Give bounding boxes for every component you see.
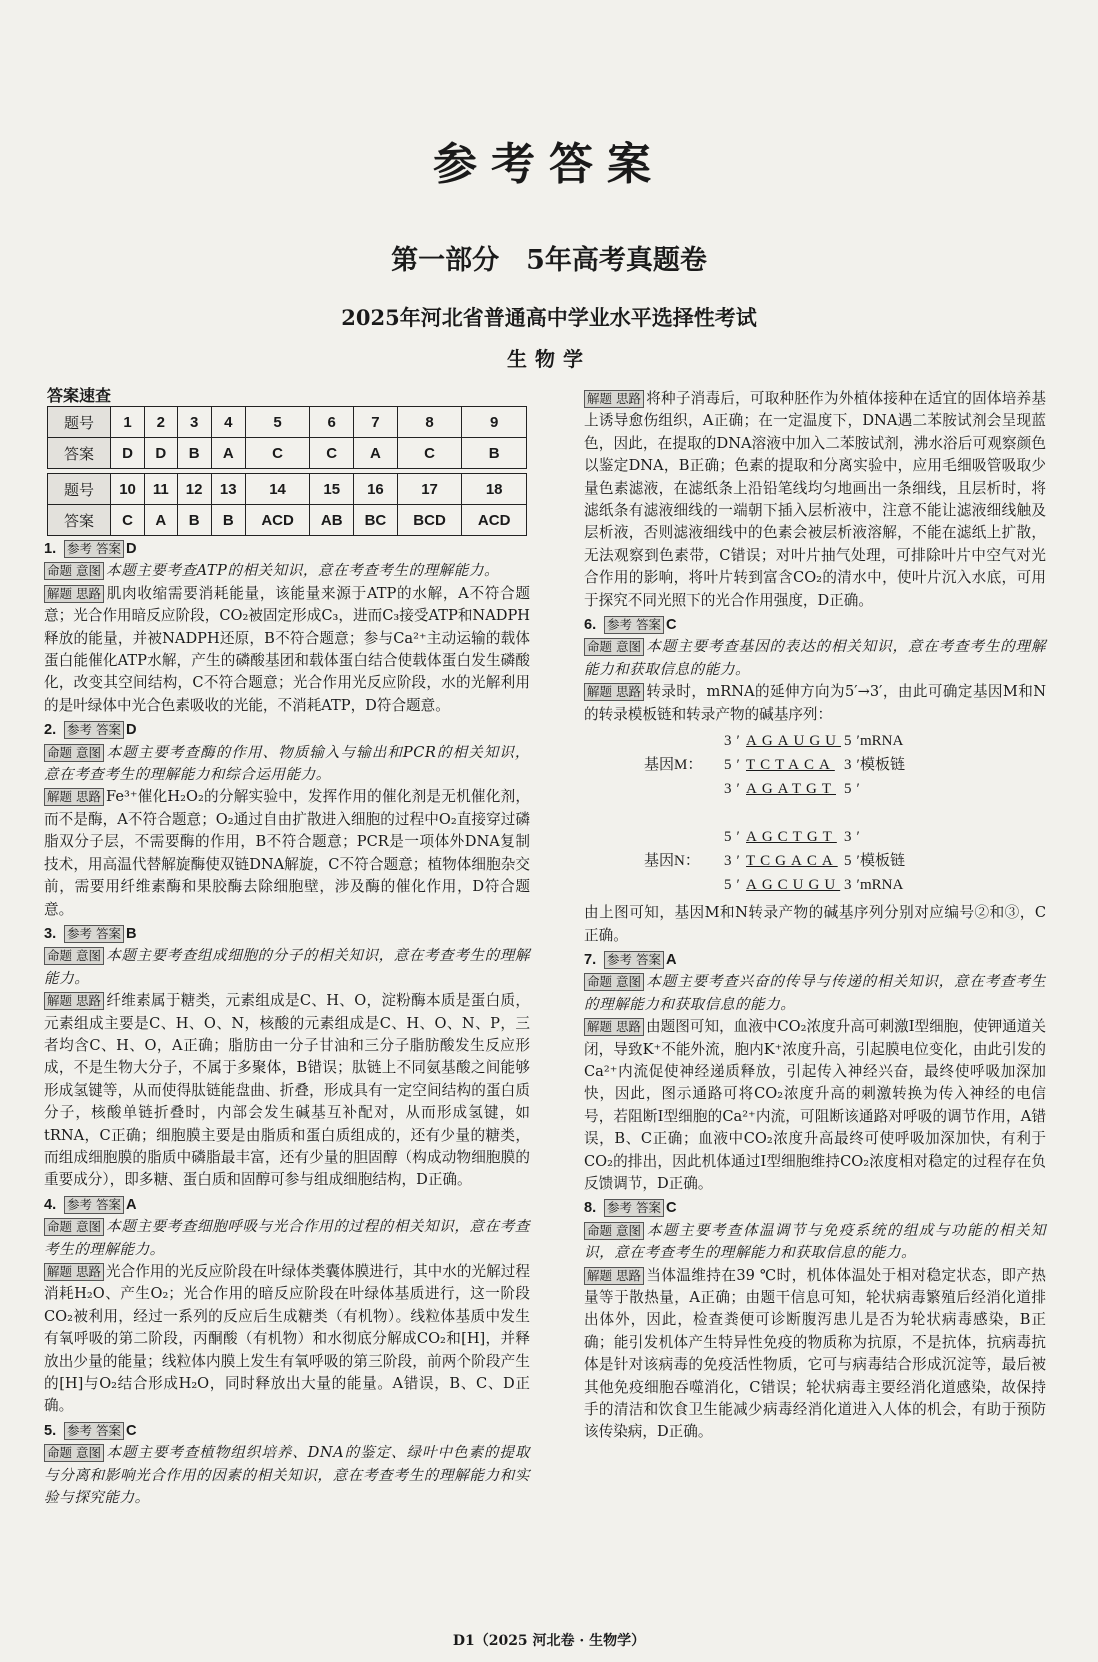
table-cell: BC bbox=[354, 505, 398, 536]
table-row-q2 bbox=[48, 474, 527, 505]
table-cell: ACD bbox=[245, 505, 310, 536]
row-header: 答案 bbox=[48, 438, 111, 469]
question-5-start: 5. 参考 答案 C 命题 意图 本题主要考查植物组织培养、DNA的鉴定、绿叶中色素的提取与分离和影响光合作用的因素的相关知识，意在考查考生的理解能力和实验与探究能力。 bbox=[44, 1422, 530, 1507]
table-cell: A bbox=[354, 438, 398, 469]
intent-tag: 命题 意图 bbox=[44, 562, 104, 580]
table-cell: B bbox=[177, 505, 211, 536]
table-cell: ACD bbox=[462, 505, 527, 536]
table-cell: BCD bbox=[397, 505, 462, 536]
question-5-cont: 解题 思路 将种子消毒后，可取种胚作为外植体接种在适宜的固体培养基上诱导愈伤组织，A正确；在一定温度下，DNA遇二苯胺试剂会呈现蓝色，因此，在提取的DNA溶液中加入二苯胺试剂，沸水浴后可观察颜色以鉴定DNA，B正确；色素的提取和分离实验中，应用毛细吸管吸取少量色素滤液，在滤纸条上沿铅笔线均匀地画出一条细线，且层析时，将滤纸条有滤液细线的一端朝下插入层析液中，注意不能让滤液细线触及层析液，否则滤液细线中的色素会被层析液溶解，不能在滤纸上扩散，无法观察到色素带，C错误；对叶片抽气处理，可排除叶片中空气对光合作用的影响，将叶片转到富含CO₂的清水中，使叶片沉入水底，可用于探究不同光照下的光合作用强度，D正确。 bbox=[584, 390, 1046, 609]
question-7: 7. 参考 答案 A 命题 意图 本题主要考查兴奋的传导与传递的相关知识，意在考查考生的理解能力和获取信息的能力。 解题 思路 由题图可知，血液中CO₂浓度升高可刺激Ⅰ型细胞，使钾通道关闭，导致K⁺不能外流，胞内K⁺浓度升高，引起膜电位变化，由此引发的Ca²⁺内流促使神经递质释放，引起传入神经兴奋，最终使呼吸加深加快，因此，图示通路可将CO₂浓度升高的刺激转换为传入神经的电信号，若阻断Ⅰ型细胞的Ca²⁺内流，可阻断该通路对呼吸的调节作用，A错误，B、C正确；血液中CO₂浓度升高最终可使呼吸加深加快，有利于CO₂的排出，因此机体通过Ⅰ型细胞维持CO₂浓度相对稳定的过程存在负反馈调节，D正确。 bbox=[584, 951, 1046, 1192]
table-cell: 15 bbox=[310, 474, 354, 505]
table-cell: 14 bbox=[245, 474, 310, 505]
table-cell: 2 bbox=[145, 407, 178, 438]
table-cell: B bbox=[177, 438, 211, 469]
gene-n-mrna: AGCUGU bbox=[746, 877, 841, 894]
row-header: 题号 bbox=[48, 407, 111, 438]
question-3: 3. 参考 答案 B 命题 意图 本题主要考查组成细胞的分子的相关知识，意在考查考生的理解能力。 解题 思路 纤维素属于糖类，元素组成是C、H、O，淀粉酶本质是蛋白质，元素组成主要是C、H、O、N，核酸的元素组成是C、H、O、N、P，三者均含C、H、O，A正确；脂肪由一分子甘油和三分子脂肪酸发生反应形成，不是生物大分子，不属于多聚体，B错误；肽链上不同氨基酸之间能够形成氢键等，从而使得肽链能盘曲、折叠，形成具有一定空间结构的蛋白质分子，核酸单链折叠时，内部会发生碱基互补配对，从而形成氢键，如tRNA，C正确；细胞膜主要是由脂质和蛋白质组成的，还有少量的糖类，而组成细胞膜的脂质中磷脂最丰富，还有少量的胆固醇（构成动物细胞膜的重要成分），即多糖、蛋白质和固醇可参与组成细胞结构，D正确。 bbox=[44, 925, 530, 1189]
gene-n-coding: AGCTGT bbox=[746, 829, 837, 846]
ref-tag: 参考 答案 bbox=[64, 540, 124, 558]
answer-table bbox=[47, 406, 527, 536]
question-4: 4. 参考 答案 A 命题 意图 本题主要考查细胞呼吸与光合作用的过程的相关知识，意在考查考生的理解能力。 解题 思路 光合作用的光反应阶段在叶绿体类囊体膜进行，其中水的光解过程消耗H₂O、产生O₂；光合作用的暗反应阶段在叶绿体基质进行，这一阶段CO₂被利用，经过一系列的反应后生成糖类（有机物）。线粒体基质中发生有氧呼吸的第二阶段，丙酮酸（有机物）和水彻底分解成CO₂和[H]，并释放出少量的能量；线粒体内膜上发生有氧呼吸的第三阶段，前两个阶段产生的[H]与O₂结合形成H₂O，同时释放出大量的能量。A错误，B、C、D正确。 bbox=[44, 1196, 530, 1415]
right-column bbox=[584, 388, 1046, 1446]
table-cell: 6 bbox=[310, 407, 354, 438]
subject-heading: 生物学 bbox=[507, 347, 591, 371]
table-cell: C bbox=[245, 438, 310, 469]
table-row-a1 bbox=[48, 438, 527, 469]
table-cell: A bbox=[211, 438, 245, 469]
table-cell: 5 bbox=[245, 407, 310, 438]
table-cell: B bbox=[211, 505, 245, 536]
dna-diagram: 3′ AGAUGU 5′ mRNA 基因M： 5′ TCTACA 3′ 模板链 3′ AGATGT 5′ 5′ AGCTGT 3′ 基因N： 3′ TCGACA 5′ 模板链 5′ AGCUGU 3′ mRNA bbox=[584, 730, 1046, 898]
table-cell: 11 bbox=[145, 474, 178, 505]
question-8: 8. 参考 答案 C 命题 意图 本题主要考查体温调节与免疫系统的组成与功能的相关知识，意在考查考生的理解能力和获取信息的能力。 解题 思路 当体温维持在39 ℃时，机体体温处于相对稳定状态，即产热量等于散热量，A正确；由题干信息可知，轮状病毒繁殖后经消化道排出体外，因此，检查粪便可诊断腹泻患儿是否为轮状病毒感染，B正确；能引发机体产生特异性免疫的物质称为抗原，不是抗体，抗病毒抗体是针对该病毒的免疫活性物质，它可与病毒结合形成沉淀等，最后被其他免疫细胞吞噬消化，C错误；轮状病毒主要经消化道感染，故保持手的清洁和饮食卫生能减少病毒经消化道进入人体的机会，有助于预防该传染病，D正确。 bbox=[584, 1200, 1046, 1441]
table-cell: 4 bbox=[211, 407, 245, 438]
table-cell: 18 bbox=[462, 474, 527, 505]
table-cell: D bbox=[145, 438, 178, 469]
table-cell: 10 bbox=[111, 474, 145, 505]
question-2: 2. 参考 答案 D 命题 意图 本题主要考查酶的作用、物质输入与输出和PCR的相关知识，意在考查考生的理解能力和综合运用能力。 解题 思路 Fe³⁺催化H₂O₂的分解实验中，发挥作用的催化剂是无机催化剂，而不是酶，A不符合题意；O₂通过自由扩散进入细胞的过程中O₂直接穿过磷脂双分子层，不需要酶的作用，B不符合题意；PCR是一项体外DNA复制技术，用高温代替解旋酶使双链DNA解旋，C不符合题意；植物体细胞杂交前，需要用纤维素酶和果胶酶去除细胞壁，涉及酶的催化作用，D符合题意。 bbox=[44, 722, 530, 918]
solution-tag: 解题 思路 bbox=[44, 585, 104, 603]
gene-m-mrna: AGAUGU bbox=[746, 733, 841, 750]
table-cell: B bbox=[462, 438, 527, 469]
table-cell: 8 bbox=[397, 407, 462, 438]
table-cell: AB bbox=[310, 505, 354, 536]
row-header: 答案 bbox=[48, 505, 111, 536]
page-title: 参考答案 bbox=[433, 139, 665, 190]
table-cell: C bbox=[397, 438, 462, 469]
table-cell: 16 bbox=[354, 474, 398, 505]
table-cell: 1 bbox=[111, 407, 145, 438]
quick-answers-label: 答案速查 bbox=[47, 386, 112, 405]
table-row-a2 bbox=[48, 505, 527, 536]
table-cell: C bbox=[310, 438, 354, 469]
table-cell: 9 bbox=[462, 407, 527, 438]
page-footer: D1（2025 河北卷 · 生物学） bbox=[452, 1633, 646, 1649]
table-cell: 3 bbox=[177, 407, 211, 438]
exam-heading: 2025年河北省普通高中学业水平选择性考试 bbox=[341, 305, 757, 330]
table-cell: 13 bbox=[211, 474, 245, 505]
gene-m-coding: AGATGT bbox=[746, 781, 836, 798]
table-cell: 12 bbox=[177, 474, 211, 505]
part-heading: 第一部分 5年高考真题卷 bbox=[391, 245, 707, 276]
left-column bbox=[44, 538, 530, 1511]
table-cell: D bbox=[111, 438, 145, 469]
table-cell: C bbox=[111, 505, 145, 536]
table-cell: A bbox=[145, 505, 178, 536]
table-cell: 17 bbox=[397, 474, 462, 505]
question-6: 6. 参考 答案 C 命题 意图 本题主要考查基因的表达的相关知识，意在考查考生的理解能力和获取信息的能力。 解题 思路 转录时，mRNA的延伸方向为5′→3′，由此可确定基因M和N的转录模板链和转录产物的碱基序列： 3′ AGAUGU 5′ mRNA 基因M： 5′ TCTACA 3′ 模板链 3′ AGATGT 5′ 5′ AGCTGT 3′ 基因N： 3′ TCGACA 5′ 模板链 5′ AGCUGU 3′ mRNA 由上图可知，基因M和N转录产物的碱基序列分别对应编号②和③，C正确。 bbox=[584, 617, 1046, 944]
table-cell: 7 bbox=[354, 407, 398, 438]
gene-n-template: TCGACA bbox=[746, 853, 838, 870]
question-1: 1. 参考 答案 D 命题 意图 本题主要考查ATP的相关知识，意在考查考生的理解能力。 解题 思路 肌肉收缩需要消耗能量，该能量来源于ATP的水解，A不符合题意；光合作用暗反应阶段，CO₂被固定形成C₃，进而C₃接受ATP和NADPH释放的能量，并被NADPH还原，B不符合题意；参与Ca²⁺主动运输的载体蛋白能催化ATP水解，产生的磷酸基团和载体蛋白结合使载体蛋白发生磷酸化，改变其空间结构，C不符合题意；光合作用光反应阶段，水的光解利用的是叶绿体中光合色素吸收的光能，不消耗ATP，D符合题意。 bbox=[44, 541, 530, 714]
row-header: 题号 bbox=[48, 474, 111, 505]
gene-m-template: TCTACA bbox=[746, 757, 835, 774]
table-row-q1 bbox=[48, 407, 527, 438]
